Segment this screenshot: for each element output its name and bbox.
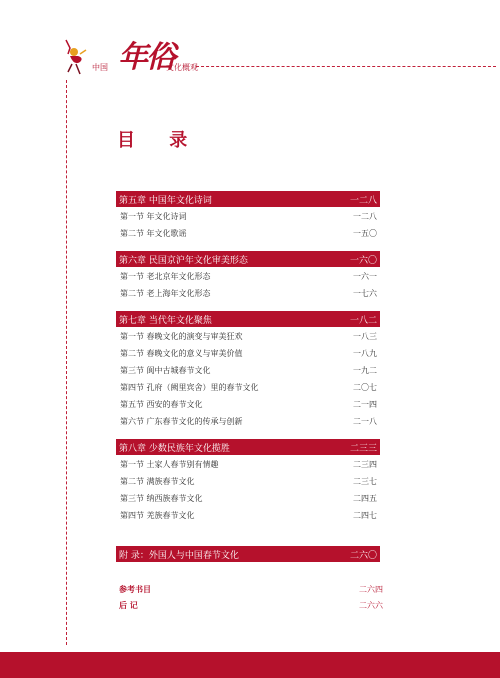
section-label: 第一节 土家人春节别有情趣 [120,460,219,469]
chapter-spacer [116,242,380,251]
section-entry[interactable] [116,379,380,396]
section-label: 第二节 春晚文化的意义与审美价值 [120,349,243,358]
footer-bar [0,652,500,678]
section-entry[interactable] [116,285,380,302]
section-entry[interactable] [116,362,380,379]
section-page: 一七六 [353,289,377,298]
references-label: 参考书目 [119,585,151,594]
section-entry[interactable] [116,345,380,362]
section-entry[interactable] [116,473,380,490]
table-of-contents [116,191,380,533]
section-page: 二三七 [353,477,377,486]
section-entry[interactable] [116,208,380,225]
chapter-heading[interactable] [116,311,380,327]
section-label: 第一节 年文化诗词 [120,212,187,221]
header-right-text: 文化概观 [166,63,198,72]
references-page: 二六四 [359,585,383,594]
chapter-page: 一六〇 [349,255,377,266]
chapter-page: 一八二 [349,315,377,326]
section-entry[interactable] [116,225,380,242]
header-dotted-rule [196,66,496,67]
section-page: 二四五 [353,494,377,503]
chapter-spacer [116,524,380,533]
appendix-label: 附 录：外国人与中国春节文化 [119,550,239,561]
section-label: 第一节 春晚文化的演变与审美狂欢 [120,332,243,341]
references-entry[interactable] [116,584,386,595]
header-left-text: 中国 [92,63,108,72]
section-label: 第五节 西安的春节文化 [120,400,203,409]
header-big-text: 年俗 [118,40,174,75]
chapter-heading[interactable] [116,191,380,207]
chapter-label: 第六章 民国京沪年文化审美形态 [119,255,248,266]
section-page: 二一八 [353,417,377,426]
appendix-page: 二六〇 [349,550,377,561]
afterword-entry[interactable] [116,600,386,611]
section-page: 二〇七 [353,383,377,392]
section-page: 一九二 [353,366,377,375]
appendix-bar [116,546,380,562]
section-page: 一五〇 [353,229,377,238]
chapter-spacer [116,430,380,439]
appendix-entry[interactable] [116,546,380,563]
chapter-page: 二三三 [349,443,377,454]
section-page: 二三四 [353,460,377,469]
section-entry[interactable] [116,490,380,507]
left-dotted-rule [66,80,67,645]
section-label: 第二节 满族春节文化 [120,477,195,486]
chapter-label: 第七章 当代年文化聚焦 [119,315,212,326]
chapter-spacer [116,302,380,311]
section-label: 第三节 阆中古城春节文化 [120,366,211,375]
section-label: 第二节 年文化歌谣 [120,229,187,238]
section-label: 第六节 广东春节文化的传承与创新 [120,417,243,426]
section-entry[interactable] [116,396,380,413]
section-page: 一二八 [353,212,377,221]
chapter-label: 第八章 少数民族年文化揽胜 [119,443,230,454]
afterword-label: 后 记 [119,601,138,610]
section-label: 第三节 纳西族春节文化 [120,494,203,503]
section-entry[interactable] [116,268,380,285]
section-entry[interactable] [116,328,380,345]
chapter-heading[interactable] [116,251,380,267]
section-page: 二四七 [353,511,377,520]
chapter-heading[interactable] [116,439,380,455]
afterword-page: 二六六 [359,601,383,610]
dancing-figure-logo-icon [60,36,88,76]
section-entry[interactable] [116,413,380,430]
section-page: 一六一 [353,272,377,281]
section-page: 一八九 [353,349,377,358]
section-page: 一八三 [353,332,377,341]
section-page: 二一四 [353,400,377,409]
section-label: 第一节 老北京年文化形态 [120,272,211,281]
section-label: 第四节 羌族春节文化 [120,511,195,520]
page-title: 目 录 [117,130,202,151]
section-entry[interactable] [116,456,380,473]
section-label: 第四节 孔府（阙里宾舍）里的春节文化 [120,383,259,392]
chapter-page: 一二八 [349,195,377,206]
section-label: 第二节 老上海年文化形态 [120,289,211,298]
page-header [0,0,500,90]
chapter-label: 第五章 中国年文化诗词 [119,195,212,206]
section-entry[interactable] [116,507,380,524]
